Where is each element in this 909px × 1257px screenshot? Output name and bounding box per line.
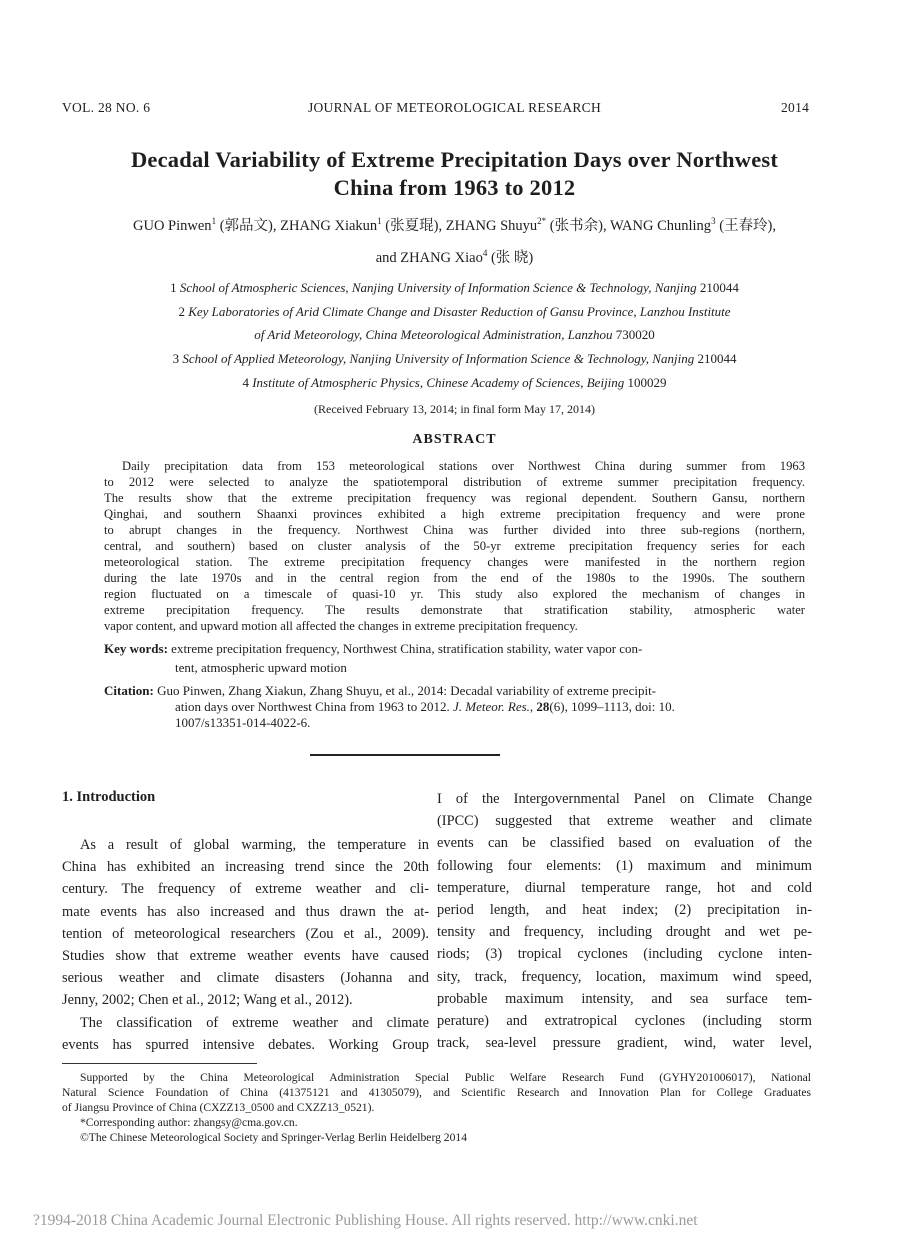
abstract-line: Qinghai, and southern Shaanxi provinces exhibited a high extreme precipitation frequency and were prone [104,507,805,521]
abstract-line: vapor content, and upward motion all affected the changes in extreme precipitation frequency. [104,619,578,633]
abstract-line: Daily precipitation data from 153 meteorological stations over Northwest China during summer from 1963 [122,459,805,473]
body-text-line: period length, and heat index; (2) precipitation in- [437,902,812,918]
received-dates: (Received February 13, 2014; in final form May 17, 2014) [314,402,595,416]
footnote-line: ©The Chinese Meteorological Society and Springer-Verlag Berlin Heidelberg 2014 [80,1131,467,1144]
abstract-line: meteorological station. The extreme precipitation frequency changes were manifested in the northern region [104,555,805,569]
body-text-line: following four elements: (1) maximum and minimum [437,857,812,874]
abstract-line: during the late 1970s and in the central region from the end of the 1980s to the 1990s. The southern [104,571,805,585]
body-text-line: events can be classified based on evaluation of the [437,835,812,852]
volume-number: VOL. 28 NO. 6 [62,100,151,115]
abstract-divider [310,754,500,756]
affiliation-2: 2 Key Laboratories of Arid Climate Change and Disaster Reduction of Gansu Province, Lanzhou Institute [178,304,731,319]
citation: Citation: Guo Pinwen, Zhang Xiakun, Zhang Shuyu, et al., 2014: Decadal variability of extreme precipit- [104,683,657,698]
body-text-line: tention of meteorological researchers (Zou et al., 2009). [62,925,429,942]
author: WANG Chunling$^3$ (王春玲), [609,216,776,234]
citation-cont: ation days over Northwest China from 1963 to 2012. J. Meteor. Res., 28(6), 1099–1113, doi: 10. [175,699,675,714]
abstract-line: to 2012 were selected to analyze the spatiotemporal distribution of extreme summer precipitation frequency. [104,475,805,489]
body-text-line: events has spurred intensive debates. Working Group [62,1036,429,1053]
footnote-divider [62,1063,257,1064]
author: ZHANG Xiakun$^1$ (张夏琨), [280,216,443,234]
abstract-line: central, and southern) based on cluster analysis of the 50-yr extreme precipitation frequency series for each [104,539,805,553]
body-text-line: sity, track, frequency, location, maximum wind speed, [437,968,812,985]
abstract-line: The results show that the extreme precipitation frequency was regional dependent. Southern Gansu, northern [104,491,805,505]
body-text-line: century. The frequency of extreme weather and cli- [62,881,429,898]
author: ZHANG Shuyu$^{2*}$ (张书余), [445,216,607,234]
authors-line-1 [0,214,909,235]
section-heading: 1. Introduction [62,789,156,805]
authors-line-2 [0,246,909,267]
body-text-line: I of the Intergovernmental Panel on Climate Change [437,791,812,807]
title-line-1: Decadal Variability of Extreme Precipitation Days over Northwest [130,147,779,172]
body-text-line: serious weather and climate disasters (Johanna and [62,970,429,987]
body-text-line: perature) and extratropical cyclones (including storm [437,1013,812,1029]
body-text-line: (IPCC) suggested that extreme weather and climate [437,813,812,830]
abstract-line: extreme precipitation frequency. The results demonstrate that stratification stability, atmospheric water [104,603,805,617]
abstract-heading: ABSTRACT [412,432,497,447]
footnote-line: *Corresponding author: zhangsy@cma.gov.cn. [80,1116,298,1129]
body-text-line: Jenny, 2002; Chen et al., 2012; Wang et al., 2012). [62,992,353,1009]
abstract-line: region fluctuated on a timescale of quasi-10 yr. This study also explored the mechanism of changes in [104,587,805,601]
watermark: ?1994-2018 China Academic Journal Electronic Publishing House. All rights reserved. http://www.cnki.net [33,1212,698,1229]
author: and ZHANG Xiao$^4$ (张 晓) [375,248,534,266]
footnote-line: Natural Science Foundation of China (41375121 and 41305079), and Scientific Research and Innovation Plan for College Graduates [62,1086,811,1099]
abstract-line: to abrupt changes in the frequency. Northwest China was further divided into three sub-regions (northern, [104,523,805,537]
footnote-line: Supported by the China Meteorological Administration Special Public Welfare Research Fund (GYHY201006017), National [80,1071,811,1084]
footnote-line: of Jiangsu Province of China (CXZZ13_0500 and CXZZ13_0521). [62,1101,375,1114]
body-text-line: The classification of extreme weather and climate [80,1014,429,1031]
title-line-2: China from 1963 to 2012 [333,175,576,200]
affiliation-4: 4 Institute of Atmospheric Physics, Chinese Academy of Sciences, Beijing 100029 [242,375,667,390]
keywords: Key words: extreme precipitation frequency, Northwest China, stratification stability, water vapor con- [104,641,643,656]
affiliation-1: 1 School of Atmospheric Sciences, Nanjing University of Information Science & Technology, Nanjing 210044 [170,280,739,295]
keywords-cont: tent, atmospheric upward motion [175,660,347,675]
body-text-line: probable maximum intensity, and sea surface tem- [437,990,812,1007]
body-text-line: temperature, diurnal temperature range, hot and cold [437,879,812,896]
author: GUO Pinwen$^1$ (郭品文), [133,216,277,234]
year: 2014 [781,100,810,115]
body-text-line: China has exhibited an increasing trend since the 20th [62,859,429,876]
body-text-line: As a result of global warming, the temperature in [80,837,429,853]
body-text-line: riods; (3) tropical cyclones (including cyclone inten- [437,946,812,963]
journal-name: JOURNAL OF METEOROLOGICAL RESEARCH [307,100,602,115]
affiliation-2-cont: of Arid Meteorology, China Meteorological Administration, Lanzhou 730020 [254,327,655,342]
affiliation-3: 3 School of Applied Meteorology, Nanjing University of Information Science & Technology, Nanjing 210044 [172,351,737,366]
citation-doi: 1007/s13351-014-4022-6. [175,715,311,730]
body-text-line: mate events has also increased and thus drawn the at- [62,903,429,920]
body-text-line: Studies show that extreme weather events have caused [62,948,429,964]
body-text-line: tensity and frequency, including drought and wet pe- [437,924,812,941]
body-text-line: track, sea-level pressure gradient, wind, water level, [437,1035,812,1052]
